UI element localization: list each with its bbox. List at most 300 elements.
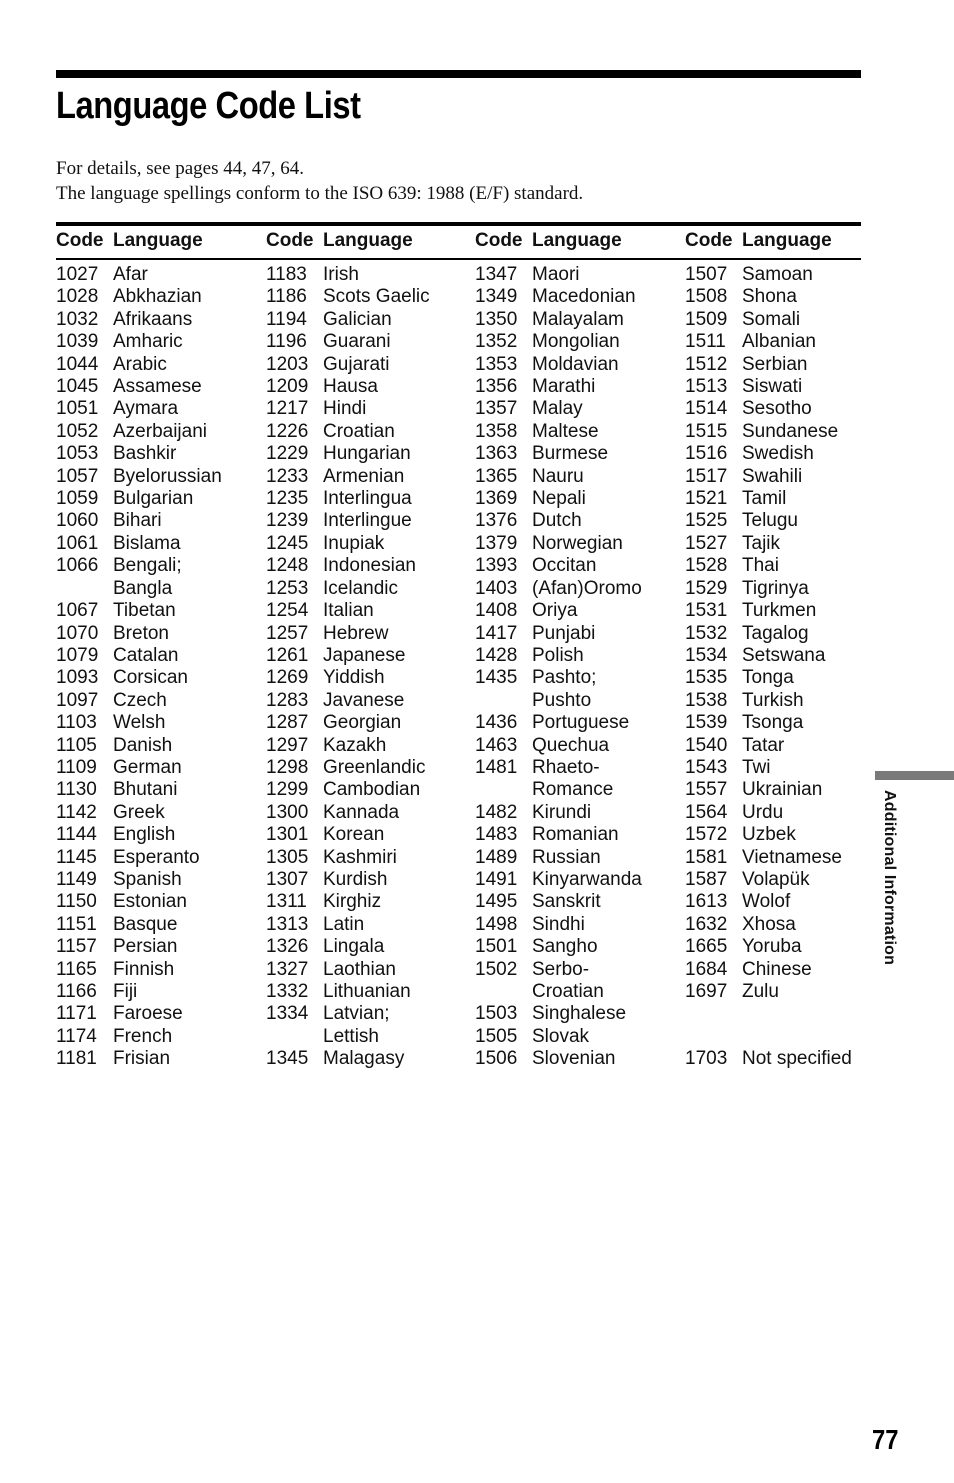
language-code: 1379 (475, 532, 518, 554)
language-entry (266, 623, 466, 645)
language-code: 1053 (56, 443, 99, 465)
language-code: 1060 (56, 510, 99, 532)
language-entry (685, 936, 885, 958)
language-code: 1239 (266, 510, 309, 532)
language-code: 1357 (475, 398, 518, 420)
language-entry (685, 757, 885, 779)
language-code: 1142 (56, 801, 97, 823)
language-name: Malay (532, 398, 583, 420)
language-column-2 (266, 264, 466, 1071)
language-name: French (113, 1025, 173, 1047)
language-entry (56, 376, 256, 398)
language-entry (266, 443, 466, 465)
language-name: Kinyarwanda (532, 868, 642, 890)
language-entry (266, 1003, 466, 1048)
language-entry (266, 466, 466, 488)
language-name: Somali (742, 308, 801, 330)
language-code: 1209 (266, 376, 309, 398)
language-code: 1235 (266, 488, 309, 510)
language-code: 1517 (685, 465, 728, 487)
language-code: 1032 (56, 308, 99, 330)
language-entry (475, 555, 675, 577)
language-entry (266, 555, 466, 577)
language-entry (266, 264, 466, 286)
language-entry (56, 623, 256, 645)
language-entry (266, 802, 466, 824)
language-name: Turkmen (742, 600, 817, 622)
language-code: 1145 (56, 846, 97, 868)
language-code: 1254 (266, 600, 309, 622)
language-name: Finnish (113, 958, 175, 980)
language-entry (475, 645, 675, 667)
language-entry (475, 286, 675, 308)
language-name: Sesotho (742, 398, 812, 420)
language-name: Polish (532, 644, 584, 666)
language-name: Danish (113, 734, 173, 756)
language-code: 1301 (266, 824, 309, 846)
language-code: 1334 (266, 1003, 309, 1025)
language-name: Uzbek (742, 824, 796, 846)
language-code: 1045 (56, 376, 99, 398)
language-code: 1166 (56, 981, 97, 1002)
language-entry (56, 690, 256, 712)
language-code: 1703 (685, 1048, 728, 1070)
language-name: Korean (323, 824, 385, 846)
language-code: 1516 (685, 443, 728, 465)
language-code: 1515 (685, 420, 728, 442)
language-name: Shona (742, 286, 797, 308)
language-code: 1509 (685, 308, 728, 330)
page-number: 77 (872, 1424, 899, 1455)
language-entry (475, 264, 675, 286)
header-code: Code (475, 230, 523, 251)
language-code: 1269 (266, 667, 309, 689)
language-entry (685, 533, 885, 555)
language-entry (56, 264, 256, 286)
language-code: 1514 (685, 398, 728, 420)
language-code: 1103 (56, 712, 97, 734)
language-code: 1039 (56, 331, 99, 353)
language-column-1 (56, 264, 256, 1071)
language-name: Azerbaijani (113, 420, 207, 442)
language-code: 1376 (475, 510, 518, 532)
language-entry (685, 981, 885, 1003)
language-code: 1261 (266, 644, 309, 666)
language-name: Bulgarian (113, 488, 194, 510)
language-entry (266, 779, 466, 801)
intro-text (56, 156, 583, 206)
language-entry (266, 600, 466, 622)
language-name: Slovak (532, 1025, 590, 1047)
language-entry (266, 667, 466, 689)
language-code: 1365 (475, 465, 518, 487)
header-code: Code (56, 230, 104, 251)
language-code: 1313 (266, 913, 309, 935)
language-name: Italian (323, 600, 374, 622)
language-entry (56, 443, 256, 465)
language-name: Byelorussian (113, 465, 222, 487)
language-entry (56, 959, 256, 981)
language-entry (56, 555, 256, 600)
language-entry (266, 376, 466, 398)
language-name: Punjabi (532, 622, 596, 644)
language-code: 1093 (56, 667, 99, 689)
intro-line-pages: For details, see pages 44, 47, 64. (56, 158, 305, 179)
language-name: Dutch (532, 510, 582, 532)
language-name: Scots Gaelic (323, 286, 430, 308)
language-name: Nauru (532, 465, 584, 487)
language-code: 1105 (56, 734, 97, 756)
language-name: Yoruba (742, 936, 802, 958)
language-entry (266, 488, 466, 510)
language-entry (56, 847, 256, 869)
language-code: 1501 (475, 936, 518, 958)
language-name: Inupiak (323, 532, 385, 554)
language-name: Siswati (742, 376, 803, 398)
language-code: 1539 (685, 712, 728, 734)
language-name: Serbo- Croatian (532, 958, 604, 1002)
language-code: 1248 (266, 555, 309, 577)
language-entry (56, 398, 256, 420)
language-code: 1511 (685, 331, 726, 353)
language-entry (56, 421, 256, 443)
language-code: 1299 (266, 779, 309, 801)
language-code: 1505 (475, 1025, 518, 1047)
language-entry (56, 354, 256, 376)
language-code: 1186 (266, 286, 307, 308)
language-code: 1540 (685, 734, 728, 756)
language-name: Arabic (113, 353, 167, 375)
language-name: Setswana (742, 644, 826, 666)
language-name: Russian (532, 846, 601, 868)
language-name: Volapük (742, 868, 810, 890)
language-entry (56, 488, 256, 510)
language-entry (266, 309, 466, 331)
language-code: 1684 (685, 958, 728, 980)
section-tab-bar (875, 771, 954, 780)
language-entry (685, 1048, 885, 1070)
language-name: English (113, 824, 176, 846)
language-code: 1150 (56, 891, 97, 913)
language-entry (685, 690, 885, 712)
language-code: 1587 (685, 868, 728, 890)
language-entry (266, 533, 466, 555)
language-name: Sanskrit (532, 891, 601, 913)
language-entry (56, 891, 256, 913)
language-code: 1245 (266, 532, 309, 554)
language-code: 1483 (475, 824, 518, 846)
language-name: Hindi (323, 398, 367, 420)
language-code: 1358 (475, 420, 518, 442)
language-entry (685, 1026, 885, 1048)
language-code: 1538 (685, 689, 728, 711)
language-code: 1508 (685, 286, 728, 308)
language-code: 1144 (56, 824, 97, 846)
language-code: 1428 (475, 644, 518, 666)
language-code: 1066 (56, 555, 99, 577)
language-code: 1130 (56, 779, 97, 801)
language-code: 1417 (475, 622, 518, 644)
language-name: Tagalog (742, 622, 809, 644)
language-name: Swahili (742, 465, 803, 487)
language-name: Not specified (742, 1048, 852, 1070)
language-code: 1531 (685, 600, 728, 622)
language-name: Armenian (323, 465, 405, 487)
language-entry (266, 824, 466, 846)
language-entry (685, 914, 885, 936)
language-entry (475, 578, 675, 600)
language-code: 1226 (266, 420, 309, 442)
language-name: Afar (113, 264, 148, 285)
language-name: Albanian (742, 331, 816, 353)
language-code: 1349 (475, 286, 518, 308)
language-code: 1697 (685, 981, 728, 1002)
language-entry (685, 667, 885, 689)
language-name: Hebrew (323, 622, 389, 644)
language-entry (685, 712, 885, 734)
language-name: Zulu (742, 981, 779, 1002)
language-code: 1502 (475, 958, 518, 980)
language-entry (475, 1003, 675, 1025)
language-code: 1528 (685, 555, 728, 577)
language-name: Kurdish (323, 868, 388, 890)
language-name: Sindhi (532, 913, 585, 935)
language-entry (266, 510, 466, 532)
language-name: Romanian (532, 824, 619, 846)
language-code: 1393 (475, 555, 518, 577)
language-entry (685, 600, 885, 622)
language-code: 1435 (475, 667, 518, 689)
language-name: Abkhazian (113, 286, 202, 308)
intro-line-standard: The language spellings conform to the ISO 639: 1988 (E/F) standard. (56, 183, 584, 204)
language-name: Tatar (742, 734, 785, 756)
language-entry (685, 869, 885, 891)
language-entry (475, 331, 675, 353)
language-code: 1498 (475, 913, 518, 935)
language-name: Kazakh (323, 734, 387, 756)
language-name: Spanish (113, 868, 182, 890)
language-name: Georgian (323, 712, 402, 734)
language-code: 1307 (266, 868, 309, 890)
language-code (685, 1026, 742, 1048)
language-code: 1521 (685, 488, 728, 510)
language-name: German (113, 756, 182, 778)
language-entry (475, 600, 675, 622)
language-code: 1233 (266, 465, 309, 487)
language-code: 1300 (266, 801, 309, 823)
language-code: 1356 (475, 376, 518, 398)
table-header-row (56, 229, 861, 253)
language-code: 1557 (685, 779, 728, 801)
language-name: Latin (323, 913, 365, 935)
language-name: Bengali; Bangla (113, 555, 182, 599)
language-name: Tibetan (113, 600, 176, 622)
language-entry (685, 824, 885, 846)
language-code: 1463 (475, 734, 518, 756)
language-entry (56, 600, 256, 622)
language-code: 1283 (266, 689, 309, 711)
language-entry (56, 735, 256, 757)
language-name: Bihari (113, 510, 162, 532)
language-code: 1363 (475, 443, 518, 465)
header-language: Language (323, 230, 413, 251)
language-code: 1491 (475, 868, 518, 890)
language-entry (56, 757, 256, 779)
language-name: Twi (742, 756, 771, 778)
language-code: 1165 (56, 958, 97, 980)
language-entry (56, 981, 256, 1003)
language-code: 1297 (266, 734, 309, 756)
language-entry (475, 1026, 675, 1048)
language-entry (685, 376, 885, 398)
language-entry (685, 443, 885, 465)
language-name: Greenlandic (323, 756, 426, 778)
language-name: Chinese (742, 958, 812, 980)
language-name: Bhutani (113, 779, 178, 801)
language-entry (475, 735, 675, 757)
language-entry (56, 869, 256, 891)
header-language: Language (113, 230, 203, 251)
language-entry (475, 510, 675, 532)
language-name: Tamil (742, 488, 787, 510)
language-code: 1527 (685, 532, 728, 554)
language-entry (475, 488, 675, 510)
language-name: Tajik (742, 532, 781, 554)
language-name: Galician (323, 308, 392, 330)
language-code: 1028 (56, 286, 99, 308)
language-name: Bashkir (113, 443, 177, 465)
language-code: 1543 (685, 756, 728, 778)
language-name: Telugu (742, 510, 798, 532)
language-code: 1157 (56, 936, 97, 958)
language-code: 1525 (685, 510, 728, 532)
language-code: 1052 (56, 420, 99, 442)
language-entry (56, 667, 256, 689)
language-entry (56, 914, 256, 936)
language-entry (266, 735, 466, 757)
language-code: 1512 (685, 353, 728, 375)
header-language: Language (532, 230, 622, 251)
language-code: 1489 (475, 846, 518, 868)
language-name: Lithuanian (323, 981, 411, 1002)
language-code: 1257 (266, 622, 309, 644)
language-entry (56, 1048, 256, 1070)
language-code: 1181 (56, 1048, 97, 1070)
language-code: 1287 (266, 712, 309, 734)
language-entry (266, 869, 466, 891)
column-header-4 (685, 229, 832, 253)
language-entry (475, 712, 675, 734)
language-code: 1495 (475, 891, 518, 913)
language-name: Sangho (532, 936, 598, 958)
language-name: Yiddish (323, 667, 385, 689)
language-code: 1347 (475, 264, 518, 285)
language-code: 1535 (685, 667, 728, 689)
language-name: Urdu (742, 801, 784, 823)
language-entry (685, 510, 885, 532)
language-code: 1513 (685, 376, 728, 398)
language-name: Fiji (113, 981, 138, 1002)
language-name: Guarani (323, 331, 391, 353)
language-name: Laothian (323, 958, 396, 980)
language-entry (475, 802, 675, 824)
language-entry (56, 936, 256, 958)
language-entry (56, 824, 256, 846)
language-entry (685, 331, 885, 353)
language-entry (266, 981, 466, 1003)
language-code: 1613 (685, 891, 728, 913)
language-code: 1572 (685, 824, 728, 846)
language-code: 1070 (56, 622, 99, 644)
language-code: 1534 (685, 644, 728, 666)
language-code: 1503 (475, 1003, 518, 1025)
language-name: Tonga (742, 667, 794, 689)
language-entry (685, 309, 885, 331)
language-entry (266, 959, 466, 981)
language-code: 1298 (266, 756, 309, 778)
language-name: Swedish (742, 443, 814, 465)
language-entry (266, 354, 466, 376)
header-language: Language (742, 230, 832, 251)
language-entry (685, 623, 885, 645)
language-name: Estonian (113, 891, 187, 913)
language-code: 1174 (56, 1025, 97, 1047)
language-name: Gujarati (323, 353, 390, 375)
header-code: Code (685, 230, 733, 251)
language-name: Cambodian (323, 779, 421, 801)
title-rule (56, 70, 861, 78)
language-name: Indonesian (323, 555, 416, 577)
language-code: 1217 (266, 398, 309, 420)
language-name: Sundanese (742, 420, 839, 442)
language-entry (475, 421, 675, 443)
language-entry (56, 1026, 256, 1048)
language-code: 1482 (475, 801, 518, 823)
language-name: Samoan (742, 264, 813, 285)
language-name: Basque (113, 913, 178, 935)
language-name: Hausa (323, 376, 378, 398)
language-entry (475, 914, 675, 936)
language-entry (475, 376, 675, 398)
language-code: 1352 (475, 331, 518, 353)
language-name: Ukrainian (742, 779, 823, 801)
language-entry (475, 869, 675, 891)
language-name: Afrikaans (113, 308, 193, 330)
language-entry (685, 779, 885, 801)
language-entry (56, 779, 256, 801)
language-name: Lingala (323, 936, 385, 958)
language-entry (56, 466, 256, 488)
language-entry (475, 824, 675, 846)
language-entry (685, 891, 885, 913)
language-name: Irish (323, 264, 359, 285)
language-code: 1529 (685, 577, 728, 599)
language-code: 1027 (56, 264, 99, 285)
section-tab-label (879, 790, 899, 980)
language-name: Assamese (113, 376, 202, 398)
language-name: Norwegian (532, 532, 623, 554)
language-name: Kirundi (532, 801, 592, 823)
language-name: Czech (113, 689, 167, 711)
language-name: Moldavian (532, 353, 619, 375)
language-code: 1350 (475, 308, 518, 330)
language-code: 1057 (56, 465, 99, 487)
language-name: Kannada (323, 801, 400, 823)
language-entry (266, 936, 466, 958)
language-name: Turkish (742, 689, 804, 711)
language-name: Kirghiz (323, 891, 382, 913)
language-name: Malagasy (323, 1048, 405, 1070)
